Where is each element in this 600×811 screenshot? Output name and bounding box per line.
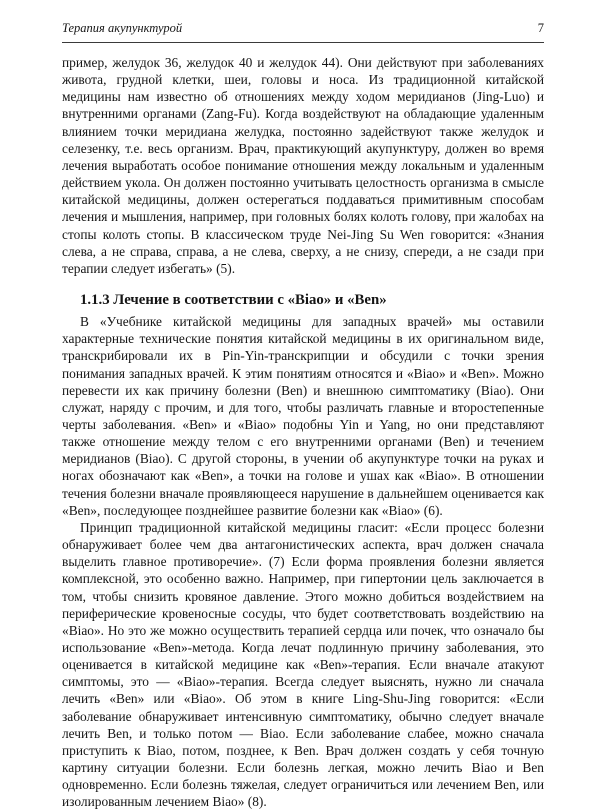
- section-heading: 1.1.3 Лечение в соответствии с «Biao» и «Ben»: [80, 292, 387, 309]
- paragraph-treatment-principle: Принцип традиционной китайской медицины гласит: «Если процесс болезни обнаруживает более чем два антагонистических аспекта, врач должен сначала выделить главное противоречие». (7) Если форма проявления болезни является комплексной, это особенно важно. Например, при гипертонии цель заключается в том, чтобы снизить кровяное давление. Этого можно добиться воздействием на периферические кровеносные сосуды, что будет соответствовать воздействию на «Biao». Но это же можно осуществить терапией сердца или почек, что означало бы использование «Ben»-метода. Когда лечат подлинную причину заболевания, это оценивается в китайской медицине как «Ben»-терапия. Если вначале атакуют симптомы, это — «Biao»-терапия. Всегда следует выяснять, нужно ли сначала лечить «Ben» или «Biao». Об этом в книге Ling-Shu-Jing говорится: «Если заболевание обнаруживает интенсивную симптоматику, обычно следует вначале лечить Ben, и только потом — Biao. Если заболевание слабее, можно сначала приступить к Biao, потом, позднее, к Ben. Врач должен создать у себя точную картину ситуации болезни. Если болезнь легкая, можно лечить Biao и Ben одновременно. Если болезнь тяжелая, следует ограничиться или лечением Ben, или изолированным лечением Biao» (8).: [62, 519, 544, 810]
- paragraph-biao-ben-definition: В «Учебнике китайской медицины для западных врачей» мы оставили характерные технические понятия китайской медицины в их оригинальном виде, транскрибировали их в Pin-Yin-транскрипции и обсудили с точки зрения понимания западных врачей. К этим понятиям относятся и «Biao» и «Ben». Можно перевести их как причину болезни (Ben) и внешнюю симптоматику (Biao). Они служат, наряду с прочим, и для того, чтобы различать главные и второстепенные черты заболевания. «Ben» и «Biao» подобны Yin и Yang, но они представляют также отношение между телом с его внутренними органами (Ben) и течением меридианов (Biao). С другой стороны, в учении об акупунктуре точки на руках и ногах обозначают как «Ben», а точки на голове и ушах как «Biao». В отношении течения болезни вначале проявляющееся нарушение в дальнейшем оценивается как «Ben», последующее позднейшее развитие болезни как «Biao» (6).: [62, 314, 544, 518]
- running-header: [62, 16, 544, 43]
- page-number: 7: [537, 21, 544, 35]
- running-title: Терапия акупунктурой: [62, 21, 183, 35]
- page-body: [62, 54, 544, 811]
- paragraph-continued: пример, желудок 36, желудок 40 и желудок 44). Они действуют при заболеваниях живота, грудной клетки, шеи, головы и носа. Из традиционной китайской медицины нам известно об отношениях между ходом меридианов (Jing-Luo) и внутренними органами (Zang-Fu). Когда воздействуют на обладающие удаленным влиянием точки меридиана желудка, постоянно задействуют также желудок и селезенку, т.е. весь организм. Врач, практикующий акупунктуру, должен во время лечения выработать особое понимание отношения между локальным и удаленным действием укола. Он должен постоянно учитывать целостность организма в смысле китайской медицины, должен остерегаться поддаваться примитивным способам лечения и мышления, например, при головных болях колоть голову, при жалобах на стопы колоть стопы. В классическом труде Nei-Jing Su Wen говорится: «Знания слева, а не справа, справа, а не слева, сверху, а не снизу, спереди, а не сзади при терапии следует избегать» (5).: [62, 55, 544, 276]
